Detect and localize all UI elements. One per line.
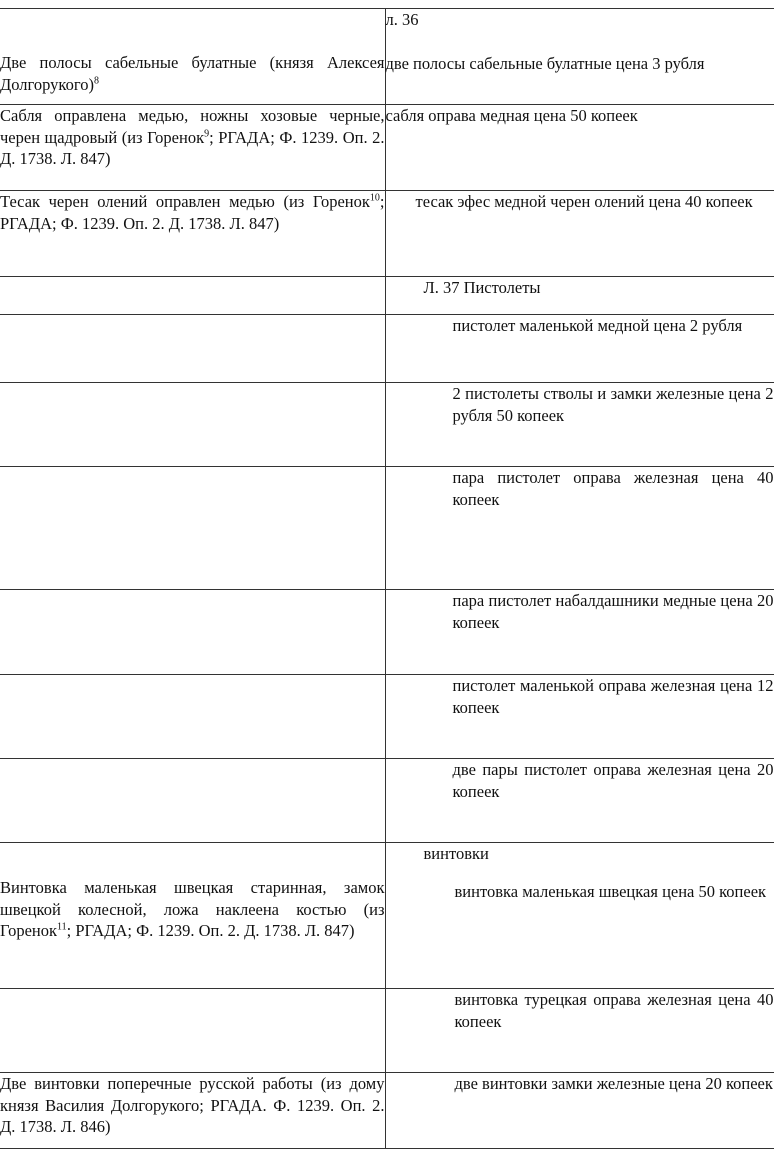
right-text: пистолет маленькой оправа железная цена 12 копеек — [452, 676, 774, 717]
left-cell — [0, 277, 385, 315]
left-cell — [0, 191, 385, 277]
right-cell — [385, 277, 774, 315]
section-heading-rifles: винтовки — [423, 844, 489, 863]
left-text: Винтовка маленькая швецкая старинная, замок швецкой колесной, ложа наклеена костью (из Горенок — [0, 878, 385, 940]
right-cell — [385, 105, 774, 191]
left-text: Тесак черен олений оправлен медью (из Горенок — [0, 192, 370, 211]
page-marker: л. 36 — [385, 10, 419, 29]
table-row — [0, 383, 774, 467]
left-cell — [0, 590, 385, 675]
table-row — [0, 675, 774, 759]
right-text: две пары пистолет оправа железная цена 20 копеек — [452, 760, 774, 801]
right-text: винтовка маленькая швецкая цена 50 копеек — [454, 881, 767, 901]
footnote-ref: 8 — [93, 75, 99, 86]
left-cell — [0, 675, 385, 759]
left-text: Сабля оправлена медью, ножны хозовые черные, черен щадровый (из Горенок — [0, 106, 385, 147]
right-cell — [385, 191, 774, 277]
left-text: Две винтовки поперечные русской работы (из дому князя Василия Долгорукого; РГАДА. Ф. 1239. Оп. 2. Д. 1738. Л. 846) — [0, 1074, 385, 1136]
table-row — [0, 277, 774, 315]
footnote-ref: 10 — [369, 192, 380, 204]
left-cell — [0, 105, 385, 191]
left-cell — [0, 843, 385, 989]
left-cell — [0, 1073, 385, 1149]
right-cell — [385, 383, 774, 467]
right-cell — [385, 9, 774, 105]
inventory-table — [0, 8, 774, 1149]
right-cell — [385, 315, 774, 383]
right-cell — [385, 590, 774, 675]
table-row — [0, 843, 774, 989]
table-row — [0, 759, 774, 843]
right-cell — [385, 675, 774, 759]
table-row — [0, 105, 774, 191]
right-cell — [385, 467, 774, 590]
left-cell — [0, 989, 385, 1073]
right-text: тесак эфес медной черен олений цена 40 копеек — [415, 192, 753, 211]
table-row — [0, 315, 774, 383]
right-cell — [385, 989, 774, 1073]
table-row — [0, 590, 774, 675]
right-cell — [385, 759, 774, 843]
right-text: 2 пистолеты стволы и замки железные цена 2 рубля 50 копеек — [452, 384, 774, 425]
left-text-ref: ; РГАДА; Ф. 1239. Оп. 2. Д. 1738. Л. 847) — [0, 127, 385, 168]
left-text-ref: ; РГАДА; Ф. 1239. Оп. 2. Д. 1738. Л. 847) — [0, 192, 385, 233]
right-text: сабля оправа медная цена 50 копеек — [385, 106, 638, 125]
footnote-ref: 9 — [204, 128, 210, 139]
left-cell — [0, 9, 385, 105]
right-text: две полосы сабельные булатные цена 3 рубля — [385, 53, 705, 73]
footnote-ref: 11 — [57, 921, 67, 933]
left-text-ref: ; РГАДА; Ф. 1239. Оп. 2. Д. 1738. Л. 847) — [66, 921, 355, 940]
table-row — [0, 989, 774, 1073]
right-cell — [385, 1073, 774, 1149]
right-text: пара пистолет набалдашники медные цена 20 копеек — [452, 591, 774, 632]
left-cell — [0, 467, 385, 590]
section-heading-pistols: Л. 37 Пистолеты — [423, 278, 541, 297]
right-text: пистолет маленькой медной цена 2 рубля — [452, 316, 743, 335]
table-row — [0, 9, 774, 105]
right-text: пара пистолет оправа железная цена 40 копеек — [452, 468, 774, 509]
left-cell — [0, 315, 385, 383]
table-row — [0, 1073, 774, 1149]
right-cell — [385, 843, 774, 989]
left-cell — [0, 383, 385, 467]
right-text: винтовка турецкая оправа железная цена 40 копеек — [454, 990, 774, 1031]
table-row — [0, 467, 774, 590]
left-text: Две полосы сабельные булатные (князя Алексея Долгорукого) — [0, 53, 385, 94]
left-cell — [0, 759, 385, 843]
right-text: две винтовки замки железные цена 20 копеек — [454, 1074, 773, 1093]
table-row — [0, 191, 774, 277]
